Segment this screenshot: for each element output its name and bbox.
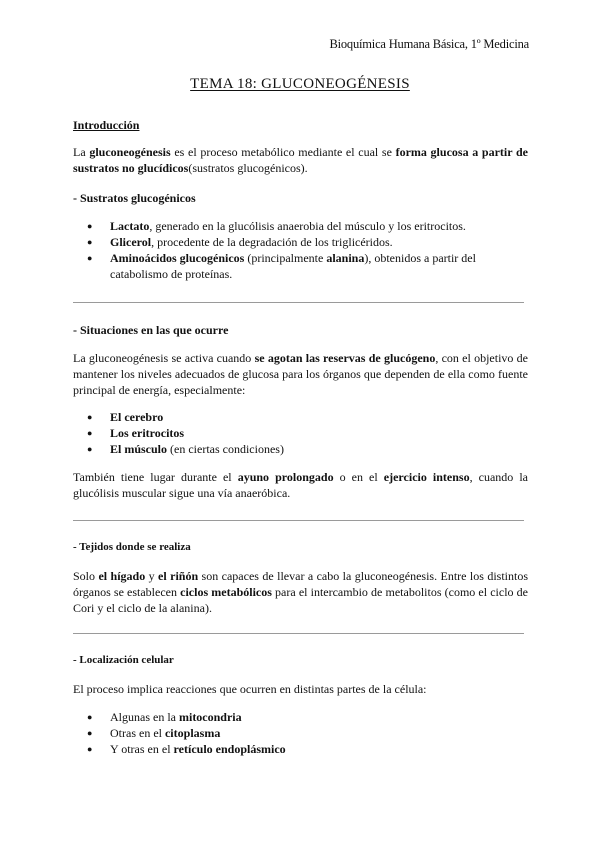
page-header: Bioquímica Humana Básica, 1º Medicina (329, 37, 529, 51)
text-run: (en ciertas condiciones) (167, 442, 284, 456)
text-run: Y otras en el (110, 742, 174, 756)
text-run: ), obtenidos a partir del catabolismo de proteínas. (110, 251, 476, 281)
text-run: Algunas en la (110, 710, 179, 724)
text-run: También tiene lugar durante el (73, 470, 238, 484)
page-title: TEMA 18: GLUCONEOGÉNESIS (190, 76, 410, 92)
localizacion-list (73, 709, 528, 757)
bold-run: El músculo (110, 442, 168, 456)
text-run: (sustratos glucogénicos). (188, 161, 308, 175)
list-item (73, 234, 528, 250)
list-item (73, 409, 528, 425)
bold-run: ayuno prolongado (237, 470, 334, 484)
bold-run: ciclos metabólicos (180, 585, 272, 599)
list-item (73, 725, 528, 741)
list-item (73, 425, 528, 441)
localizacion-paragraph: El proceso implica reacciones que ocurren en distintas partes de la célula: (73, 682, 427, 696)
tejidos-paragraph (73, 568, 528, 616)
text-run: , con el objetivo de mantener los niveles adecuados de glucosa para los órganos que dependen de ella como fuente principal de energía, especialmente: (73, 351, 529, 397)
divider (73, 520, 524, 521)
text-run: Otras en el (110, 726, 165, 740)
bold-run: gluconeogénesis (89, 145, 171, 159)
text-run: , generado en la glucólisis anaerobia del músculo y los eritrocitos. (149, 219, 466, 233)
tejidos-heading: - Tejidos donde se realiza (73, 541, 191, 553)
text-run: y (145, 569, 159, 583)
intro-heading: Introducción (73, 118, 140, 132)
text-run: La gluconeogénesis se activa cuando (73, 351, 255, 365)
divider (73, 633, 524, 634)
bold-run: Glicerol (110, 235, 152, 249)
situaciones-list (73, 409, 528, 457)
situaciones-paragraph-2 (73, 469, 528, 501)
text-run: , procedente de la degradación de los triglicéridos. (151, 235, 393, 249)
text-run: (principalmente (244, 251, 327, 265)
list-item (73, 218, 528, 234)
text-run: es el proceso metabólico mediante el cual se (170, 145, 396, 159)
bold-run: forma glucosa a partir de sustratos no glucídicos (73, 145, 529, 175)
document-body (73, 110, 528, 757)
localizacion-heading: - Localización celular (73, 654, 174, 666)
text-run: o en el (333, 470, 384, 484)
list-item (73, 441, 528, 457)
intro-paragraph (73, 144, 528, 176)
sustratos-heading: - Sustratos glucogénicos (73, 191, 196, 205)
bold-run: el riñón (158, 569, 199, 583)
bold-run: Los eritrocitos (110, 426, 185, 440)
bold-run: Lactato (110, 219, 150, 233)
text-run: Solo (73, 569, 99, 583)
bold-run: retículo endoplásmico (173, 742, 286, 756)
text-run: son capaces de llevar a cabo la gluconeogénesis. Entre los distintos órganos se establecen (73, 569, 529, 599)
bold-run: se agotan las reservas de glucógeno (254, 351, 436, 365)
list-item (73, 741, 528, 757)
list-item (73, 709, 528, 725)
bold-run: el hígado (98, 569, 146, 583)
bold-run: El cerebro (110, 410, 164, 424)
bold-run: ejercicio intenso (383, 470, 470, 484)
bold-run: citoplasma (164, 726, 221, 740)
sustratos-list (73, 218, 528, 282)
list-item (73, 250, 528, 282)
text-run: , cuando la glucólisis muscular sigue una vía anaeróbica. (73, 470, 529, 500)
text-run: para el intercambio de metabolitos (como el ciclo de Cori y el ciclo de la alanina). (73, 585, 528, 615)
divider (73, 302, 524, 303)
situaciones-heading: - Situaciones en las que ocurre (73, 323, 229, 337)
bold-run: alanina (326, 251, 365, 265)
text-run: La (73, 145, 90, 159)
situaciones-paragraph (73, 350, 528, 398)
bold-run: Aminoácidos glucogénicos (110, 251, 245, 265)
bold-run: mitocondria (178, 710, 242, 724)
